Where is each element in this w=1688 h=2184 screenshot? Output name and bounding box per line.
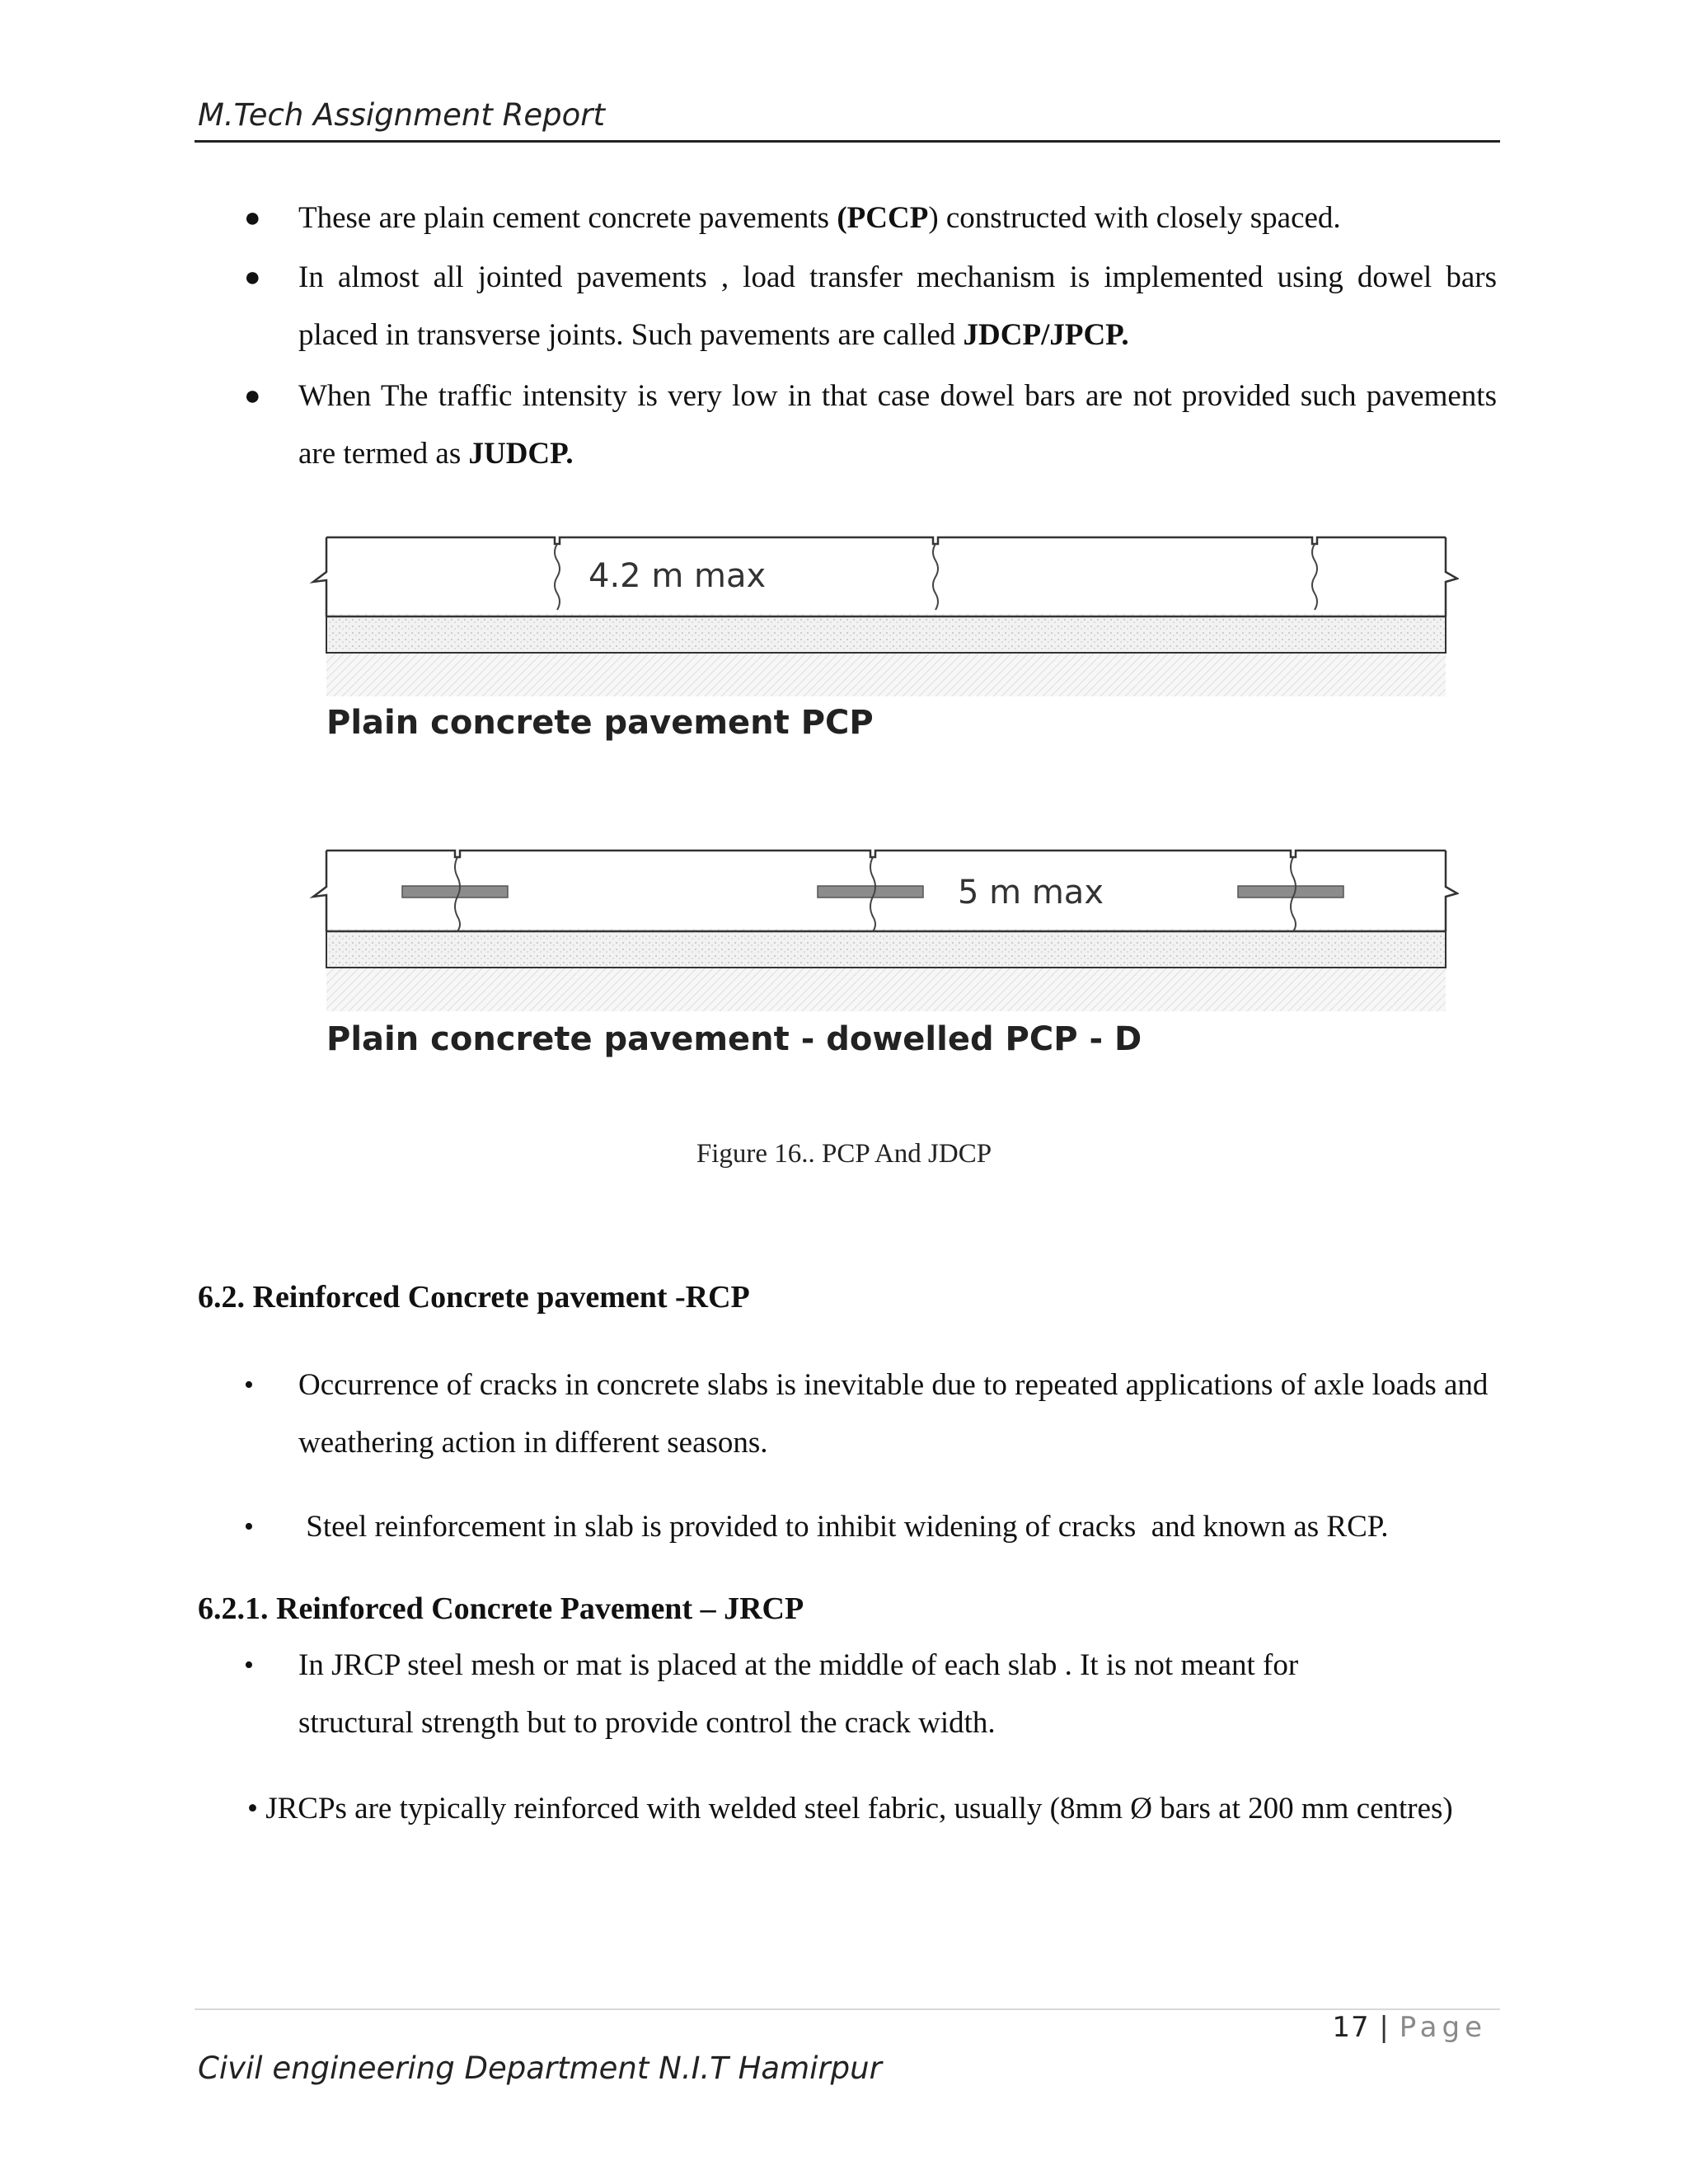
bullet-icon: • — [244, 1511, 254, 1542]
dowel-bar — [818, 886, 923, 898]
bold-term: (PCCP — [837, 201, 929, 235]
running-header: M.Tech Assignment Report — [198, 97, 605, 133]
subsection-heading: 6.2.1. Reinforced Concrete Pavement – JRCP — [198, 1591, 804, 1626]
bullet-text: These are plain cement concrete pavements (PCCP) constructed with closely spaced. — [298, 201, 1341, 235]
header-rule — [195, 140, 1500, 143]
section-heading: 6.2. Reinforced Concrete pavement -RCP — [198, 1280, 750, 1315]
bullet-text: In almost all jointed pavements , load transfer mechanism is implemented using dowel bars placed in transverse joints. Such pavements are called JDCP/JPCP. — [298, 260, 1497, 352]
bullet-text: In JRCP steel mesh or mat is placed at the middle of each slab . It is not meant for structural strength but to provide control the crack width. — [298, 1648, 1299, 1740]
pavement-figure — [305, 519, 1459, 1088]
dowel-bar — [1238, 886, 1343, 898]
diagram-title: Plain concrete pavement PCP — [326, 704, 874, 742]
bullet-text: Occurrence of cracks in concrete slabs is inevitable due to repeated applications of axle loads and weathering action in different seasons. — [298, 1368, 1489, 1460]
figure-caption: Figure 16.. PCP And JDCP — [696, 1139, 992, 1169]
slab-top — [326, 537, 1446, 544]
footer-department: Civil engineering Department N.I.T Hamirpur — [198, 2050, 882, 2086]
bullet-icon: ● — [244, 262, 261, 293]
dowelled-pcp-diagram — [313, 851, 1457, 1058]
paragraph: • JRCPs are typically reinforced with welded steel fabric, usually (8mm Ø bars at 200 mm centres) — [247, 1792, 1453, 1825]
joint-crack — [933, 544, 938, 610]
base-layer — [326, 616, 1446, 653]
bullet-icon: ● — [244, 381, 261, 411]
break-line-right — [1446, 851, 1457, 931]
dimension-label: 5 m max — [958, 874, 1104, 912]
bullet-text: Steel reinforcement in slab is provided to inhibit widening of cracks and known as RCP. — [298, 1510, 1389, 1544]
bold-term: JDCP/JPCP. — [963, 318, 1129, 352]
diagram-title: Plain concrete pavement - dowelled PCP - D — [326, 1020, 1142, 1058]
bullet-text: When The traffic intensity is very low in that case dowel bars are not provided such pavements are termed as JUDCP. — [298, 379, 1497, 471]
footer-rule — [195, 2008, 1500, 2010]
slab-top — [326, 851, 1446, 857]
dowel-bar — [402, 886, 508, 898]
break-line-left — [313, 851, 326, 931]
bullet-icon: ● — [244, 203, 261, 233]
pcp-diagram — [313, 537, 1457, 742]
dimension-label: 4.2 m max — [588, 557, 767, 595]
break-line-right — [1446, 537, 1457, 616]
page-number: 17 | Page — [1332, 2011, 1487, 2044]
break-line-left — [313, 537, 326, 616]
bullet-icon: • — [244, 1650, 254, 1680]
bullet-icon: • — [244, 1370, 254, 1400]
base-layer — [326, 931, 1446, 968]
bold-term: JUDCP. — [468, 437, 574, 471]
joint-crack — [1312, 544, 1317, 610]
joint-crack — [555, 544, 560, 610]
